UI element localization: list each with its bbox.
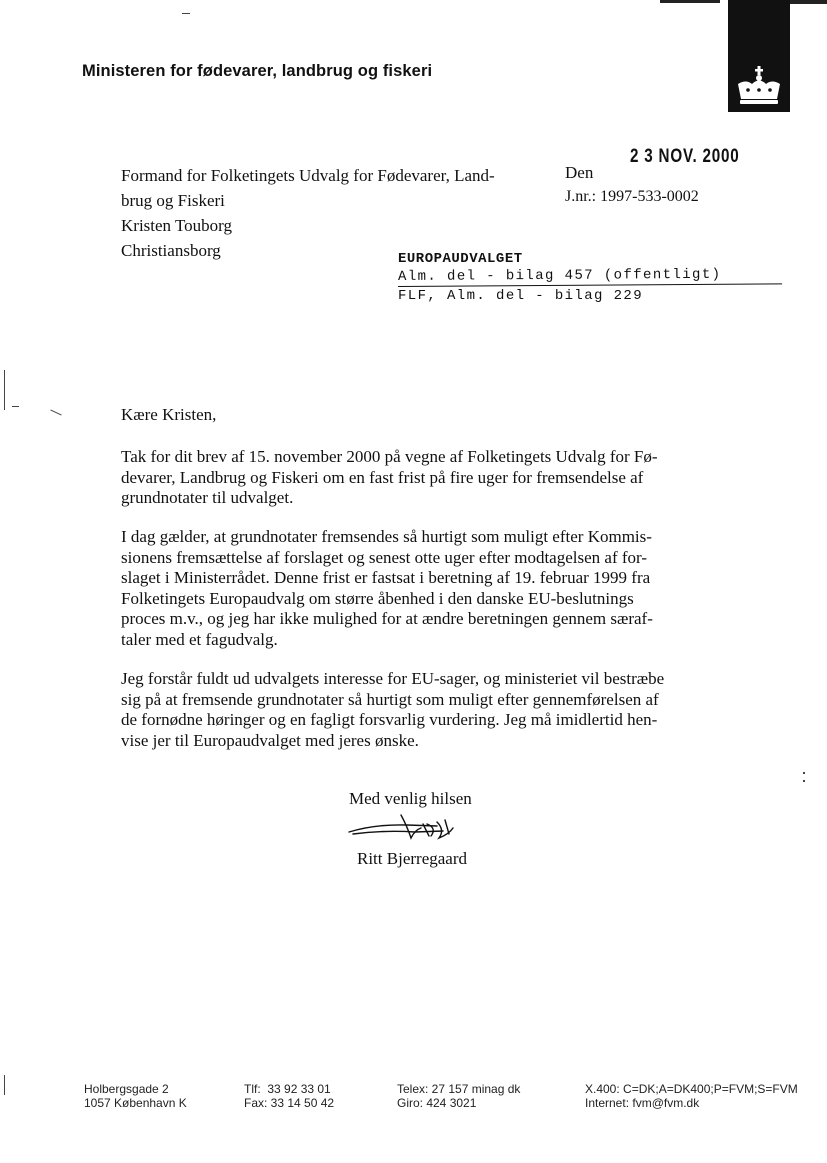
ministry-title: Ministeren for fødevarer, landbrug og fiskeri — [82, 62, 433, 80]
footer-line: Holbergsgade 2 — [84, 1082, 169, 1096]
footer-line: Tlf: 33 92 33 01 — [244, 1082, 331, 1096]
scan-mark — [660, 0, 720, 3]
journal-number: J.nr.: 1997-533-0002 — [565, 188, 699, 205]
paragraph-line: vise jer til Europaudvalget med jeres ønske. — [121, 730, 419, 750]
paragraph-line: devarer, Landbrug og Fiskeri om en fast frist på fire uger for fremsendelse af — [121, 467, 644, 487]
footer-line: 1057 København K — [84, 1096, 187, 1110]
margin-mark — [803, 780, 805, 782]
scan-mark — [788, 0, 827, 4]
scan-mark — [182, 13, 190, 14]
date-label: Den — [565, 163, 594, 182]
royal-crown-icon — [728, 0, 790, 112]
paragraph-line: Folketingets Europaudvalg om større åbenhed i den danske EU-beslutnings — [121, 588, 634, 608]
recipient-line: brug og Fiskeri — [121, 191, 225, 210]
closing: Med venlig hilsen — [349, 789, 472, 808]
paragraph — [121, 447, 721, 509]
paragraph-line: sionens fremsættelse af forslaget og senest otte uger efter modtagelsen af for- — [121, 547, 648, 567]
paragraph-line: proces m.v., og jeg har ikke mulighed for at ændre beretningen gennem særaf- — [121, 609, 653, 628]
footer-line: Fax: 33 14 50 42 — [244, 1096, 335, 1110]
paragraph-line: taler med et fagudvalg. — [121, 629, 278, 649]
footer-telex — [397, 1082, 520, 1110]
margin-mark — [803, 772, 805, 774]
stamp-line: Alm. del - bilag 457 (offentligt) — [398, 265, 782, 287]
recipient-address — [121, 163, 541, 263]
crown-emblem — [728, 0, 790, 112]
margin-mark — [12, 406, 19, 407]
paragraph-line: de fornødne høringer og en fagligt forsvarlig vurdering. Jeg må imidlertid hen- — [121, 710, 658, 729]
recipient-line: Kristen Touborg — [121, 216, 233, 235]
stamp-line: FLF, Alm. del - bilag 229 — [398, 288, 644, 304]
recipient-line: Formand for Folketingets Udvalg for Fødevarer, Land- — [121, 166, 495, 185]
signature-icon — [345, 810, 465, 850]
paragraph-line: slaget i Ministerrådet. Denne frist er fastsat i beretning af 19. februar 1999 fra — [121, 568, 651, 587]
footer-electronic — [585, 1082, 798, 1110]
footer-line: X.400: C=DK;A=DK400;P=FVM;S=FVM — [585, 1082, 798, 1096]
margin-mark — [4, 1075, 5, 1095]
footer-phone — [244, 1082, 334, 1110]
salutation: Kære Kristen, — [121, 405, 217, 424]
paragraph-line: Jeg forstår fuldt ud udvalgets interesse for EU-sager, og ministeriet vil bestræbe — [121, 669, 665, 688]
recipient-line: Christiansborg — [121, 241, 221, 260]
europaudvalget-stamp — [398, 250, 782, 305]
footer-line: Telex: 27 157 minag dk — [397, 1082, 521, 1096]
footer-line: Giro: 424 3021 — [397, 1096, 477, 1110]
paragraph-line: sig på at fremsende grundnotater så hurtigt som muligt efter gennemførelsen af — [121, 689, 659, 709]
paragraph-line: I dag gælder, at grundnotater fremsendes så hurtigt som muligt efter Kommis- — [121, 527, 652, 546]
footer-address — [84, 1082, 187, 1110]
paragraph — [121, 527, 721, 650]
paragraph-line: grundnotater til udvalget. — [121, 488, 294, 507]
stamp-title: EUROPAUDVALGET — [398, 251, 523, 267]
signer-name: Ritt Bjerregaard — [357, 849, 467, 868]
paragraph-line: Tak for dit brev af 15. november 2000 på vegne af Folketingets Udvalg for Fø- — [121, 447, 658, 466]
footer-line: Internet: fvm@fvm.dk — [585, 1096, 700, 1110]
date-stamp: 2 3 NOV. 2000 — [630, 146, 740, 167]
paragraph — [121, 669, 721, 751]
margin-mark — [4, 370, 5, 410]
margin-mark — [50, 410, 61, 416]
